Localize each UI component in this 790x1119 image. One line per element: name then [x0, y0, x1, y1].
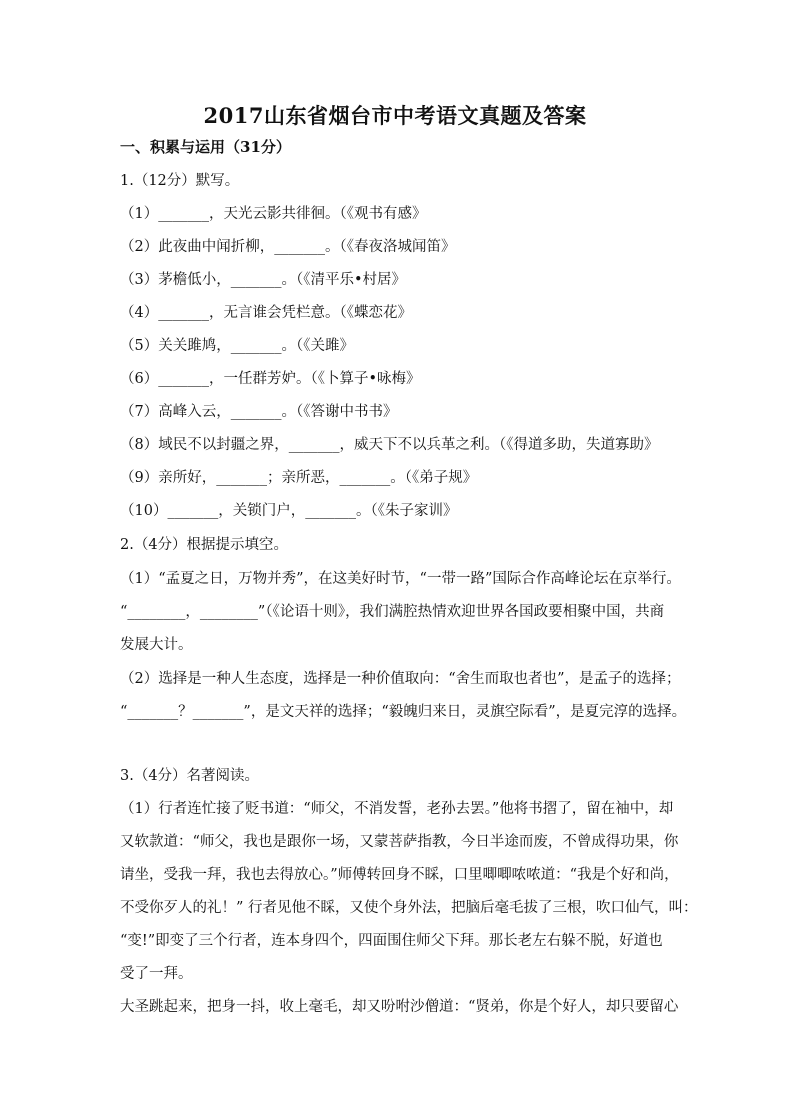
q2-line: 发展大计。	[120, 637, 193, 653]
q3-line: （1）行者连忙接了贬书道：“师父，不消发誓，老孙去罢。”他将书摺了，留在袖中，却	[120, 801, 674, 817]
q1-item: （7）高峰入云，_______。（《答谢中书书》	[120, 404, 398, 420]
q1-item: （1）_______，天光云影共徘徊。（《观书有感》	[120, 206, 427, 222]
section-heading: 一、积累与运用（31分）	[120, 138, 291, 156]
q3-line: “变!”即变了三个行者，连本身四个，四面围住师父下拜。那长老左右躲不脱，好道也	[120, 933, 663, 949]
q1-item: （6）_______，一任群芳妒。（《卜算子•咏梅》	[120, 371, 421, 387]
q3-line: 大圣跳起来，把身一抖，收上毫毛，却又吩咐沙僧道：“贤弟，你是个好人，却只要留心	[120, 999, 679, 1015]
q1-item: （2）此夜曲中闻折柳，_______。（《春夜洛城闻笛》	[120, 239, 456, 255]
question-2-header: 2.（4分）根据提示填空。	[120, 537, 289, 553]
q1-item: （9）亲所好，_______；亲所恶，_______。（《弟子规》	[120, 470, 478, 486]
q1-item: （4）_______，无言谁会凭栏意。（《蝶恋花》	[120, 305, 412, 321]
q1-item: （10）_______，关锁门户，_______。（《朱子家训》	[120, 503, 458, 519]
q2-line: “_______？_______”，是文天祥的选择；“毅魄归来日，灵旗空际看”，是夏完淳的选择。	[120, 704, 687, 720]
question-3-header: 3.（4分）名著阅读。	[120, 768, 260, 784]
q3-line: 又软款道：“师父，我也是跟你一场，又蒙菩萨指教，今日半途而废，不曾成得功果，你	[120, 834, 679, 850]
q1-item: （5）关关雎鸠，_______。（《关雎》	[120, 338, 354, 354]
question-1-header: 1.（12分）默写。	[120, 173, 240, 189]
q2-line: “________，________”（《论语十则》，我们满腔热情欢迎世界各国政要相聚中国，共商	[120, 604, 665, 620]
q2-line: （1）“孟夏之日，万物并秀”，在这美好时节，“一带一路”国际合作高峰论坛在京举行。	[120, 571, 681, 587]
q2-line: （2）选择是一种人生态度，选择是一种价值取向：“舍生而取也者也”，是孟子的选择；	[120, 671, 681, 687]
q1-item: （8）域民不以封疆之界，_______，威天下不以兵革之利。（《得道多助，失道寡助》	[120, 437, 659, 453]
q1-item: （3）茅檐低小，_______。（《清平乐•村居》	[120, 272, 407, 288]
q3-line: 受了一拜。	[120, 966, 193, 982]
q3-line: 不受你歹人的礼！” 行者见他不睬，又使个身外法，把脑后毫毛拔了三根，吹口仙气，叫：	[120, 900, 698, 916]
q3-line: 请坐，受我一拜，我也去得放心。”师傅转回身不睬，口里唧唧哝哝道：“我是个好和尚，	[120, 867, 679, 883]
document-title: 2017山东省烟台市中考语文真题及答案	[203, 103, 587, 128]
